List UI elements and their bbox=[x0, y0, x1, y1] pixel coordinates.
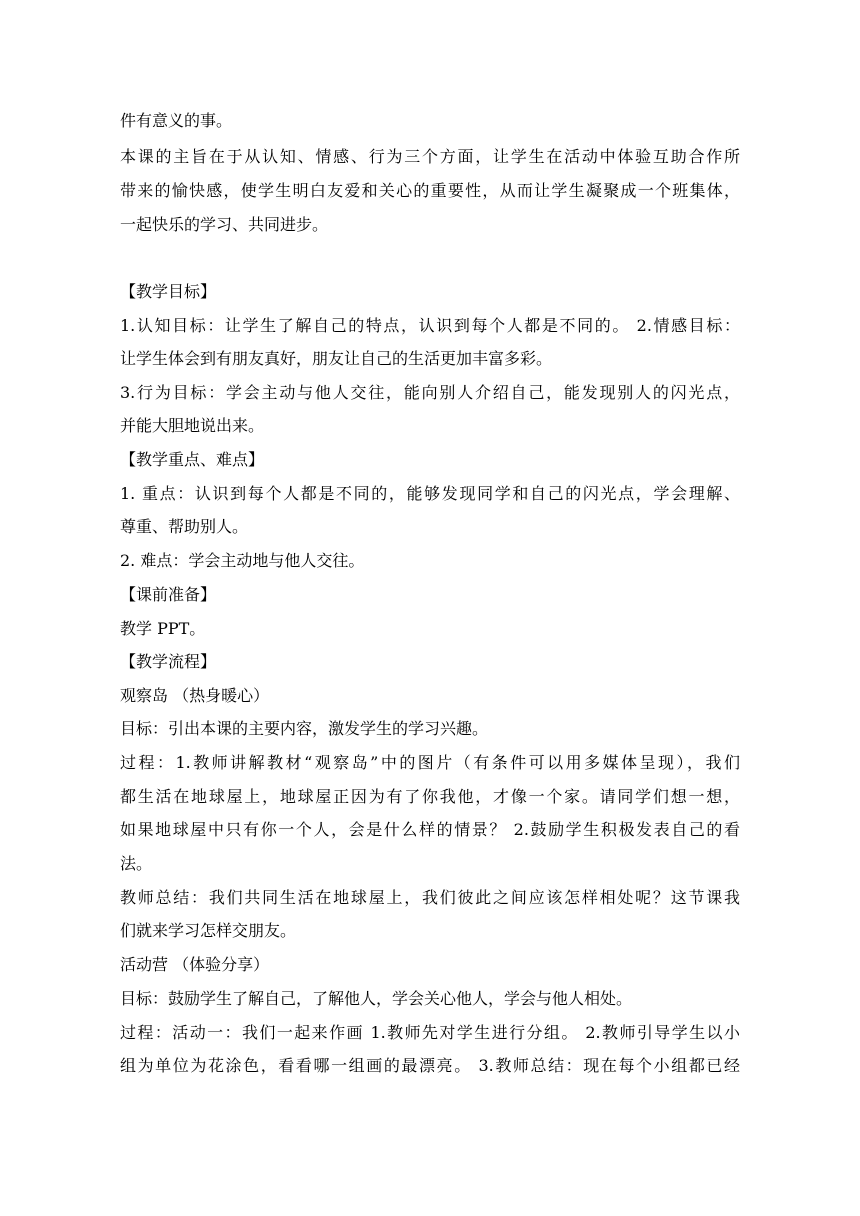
text-line: 本课的主旨在于从认知、情感、行为三个方面，让学生在活动中体验互助合作所 bbox=[120, 147, 740, 166]
text-line: 教学 PPT。 bbox=[120, 619, 206, 638]
section-heading: 【教学流程】 bbox=[120, 652, 217, 671]
section-heading: 【教学重点、难点】 bbox=[120, 450, 265, 469]
text-line: 让学生体会到有朋友真好，朋友让自己的生活更加丰富多彩。 bbox=[120, 349, 553, 368]
text-line: 过程：1.教师讲解教材“观察岛”中的图片（有条件可以用多媒体呈现），我们 bbox=[120, 753, 740, 772]
text-line: 过程：活动一：我们一起来作画 1.教师先对学生进行分组。 2.教师引导学生以小 bbox=[120, 1023, 740, 1042]
text-line: 目标：鼓励学生了解自己，了解他人，学会关心他人，学会与他人相处。 bbox=[120, 989, 633, 1008]
text-line: 件有意义的事。 bbox=[120, 111, 233, 130]
text-line: 们就来学习怎样交朋友。 bbox=[120, 921, 297, 940]
text-line: 2. 难点：学会主动地与他人交往。 bbox=[120, 551, 365, 570]
text-line: 一起快乐的学习、共同进步。 bbox=[120, 215, 329, 234]
text-line: 法。 bbox=[120, 854, 153, 873]
subsection-heading: 活动营 （体验分享） bbox=[120, 955, 270, 974]
text-line: 教师总结：我们共同生活在地球屋上，我们彼此之间应该怎样相处呢？这节课我 bbox=[120, 888, 740, 907]
text-line: 组为单位为花涂色，看看哪一组画的最漂亮。 3.教师总结：现在每个小组都已经 bbox=[120, 1056, 740, 1075]
text-line: 尊重、帮助别人。 bbox=[120, 517, 249, 536]
text-line: 1.认知目标：让学生了解自己的特点，认识到每个人都是不同的。 2.情感目标： bbox=[120, 316, 740, 335]
text-line: 1. 重点：认识到每个人都是不同的，能够发现同学和自己的闪光点，学会理解、 bbox=[120, 484, 740, 503]
section-heading: 【课前准备】 bbox=[120, 585, 217, 604]
section-heading: 【教学目标】 bbox=[120, 282, 217, 301]
text-line: 目标：引出本课的主要内容，激发学生的学习兴趣。 bbox=[120, 719, 489, 738]
text-line: 并能大胆地说出来。 bbox=[120, 416, 265, 435]
subsection-heading: 观察岛 （热身暖心） bbox=[120, 686, 270, 705]
text-line: 都生活在地球屋上，地球屋正因为有了你我他，才像一个家。请同学们想一想， bbox=[120, 787, 740, 806]
text-line: 3.行为目标：学会主动与他人交往，能向别人介绍自己，能发现别人的闪光点， bbox=[120, 383, 740, 402]
text-line: 如果地球屋中只有你一个人，会是什么样的情景？ 2.鼓励学生积极发表自己的看 bbox=[120, 820, 740, 839]
text-line: 带来的愉快感，使学生明白友爱和关心的重要性，从而让学生凝聚成一个班集体， bbox=[120, 181, 740, 200]
